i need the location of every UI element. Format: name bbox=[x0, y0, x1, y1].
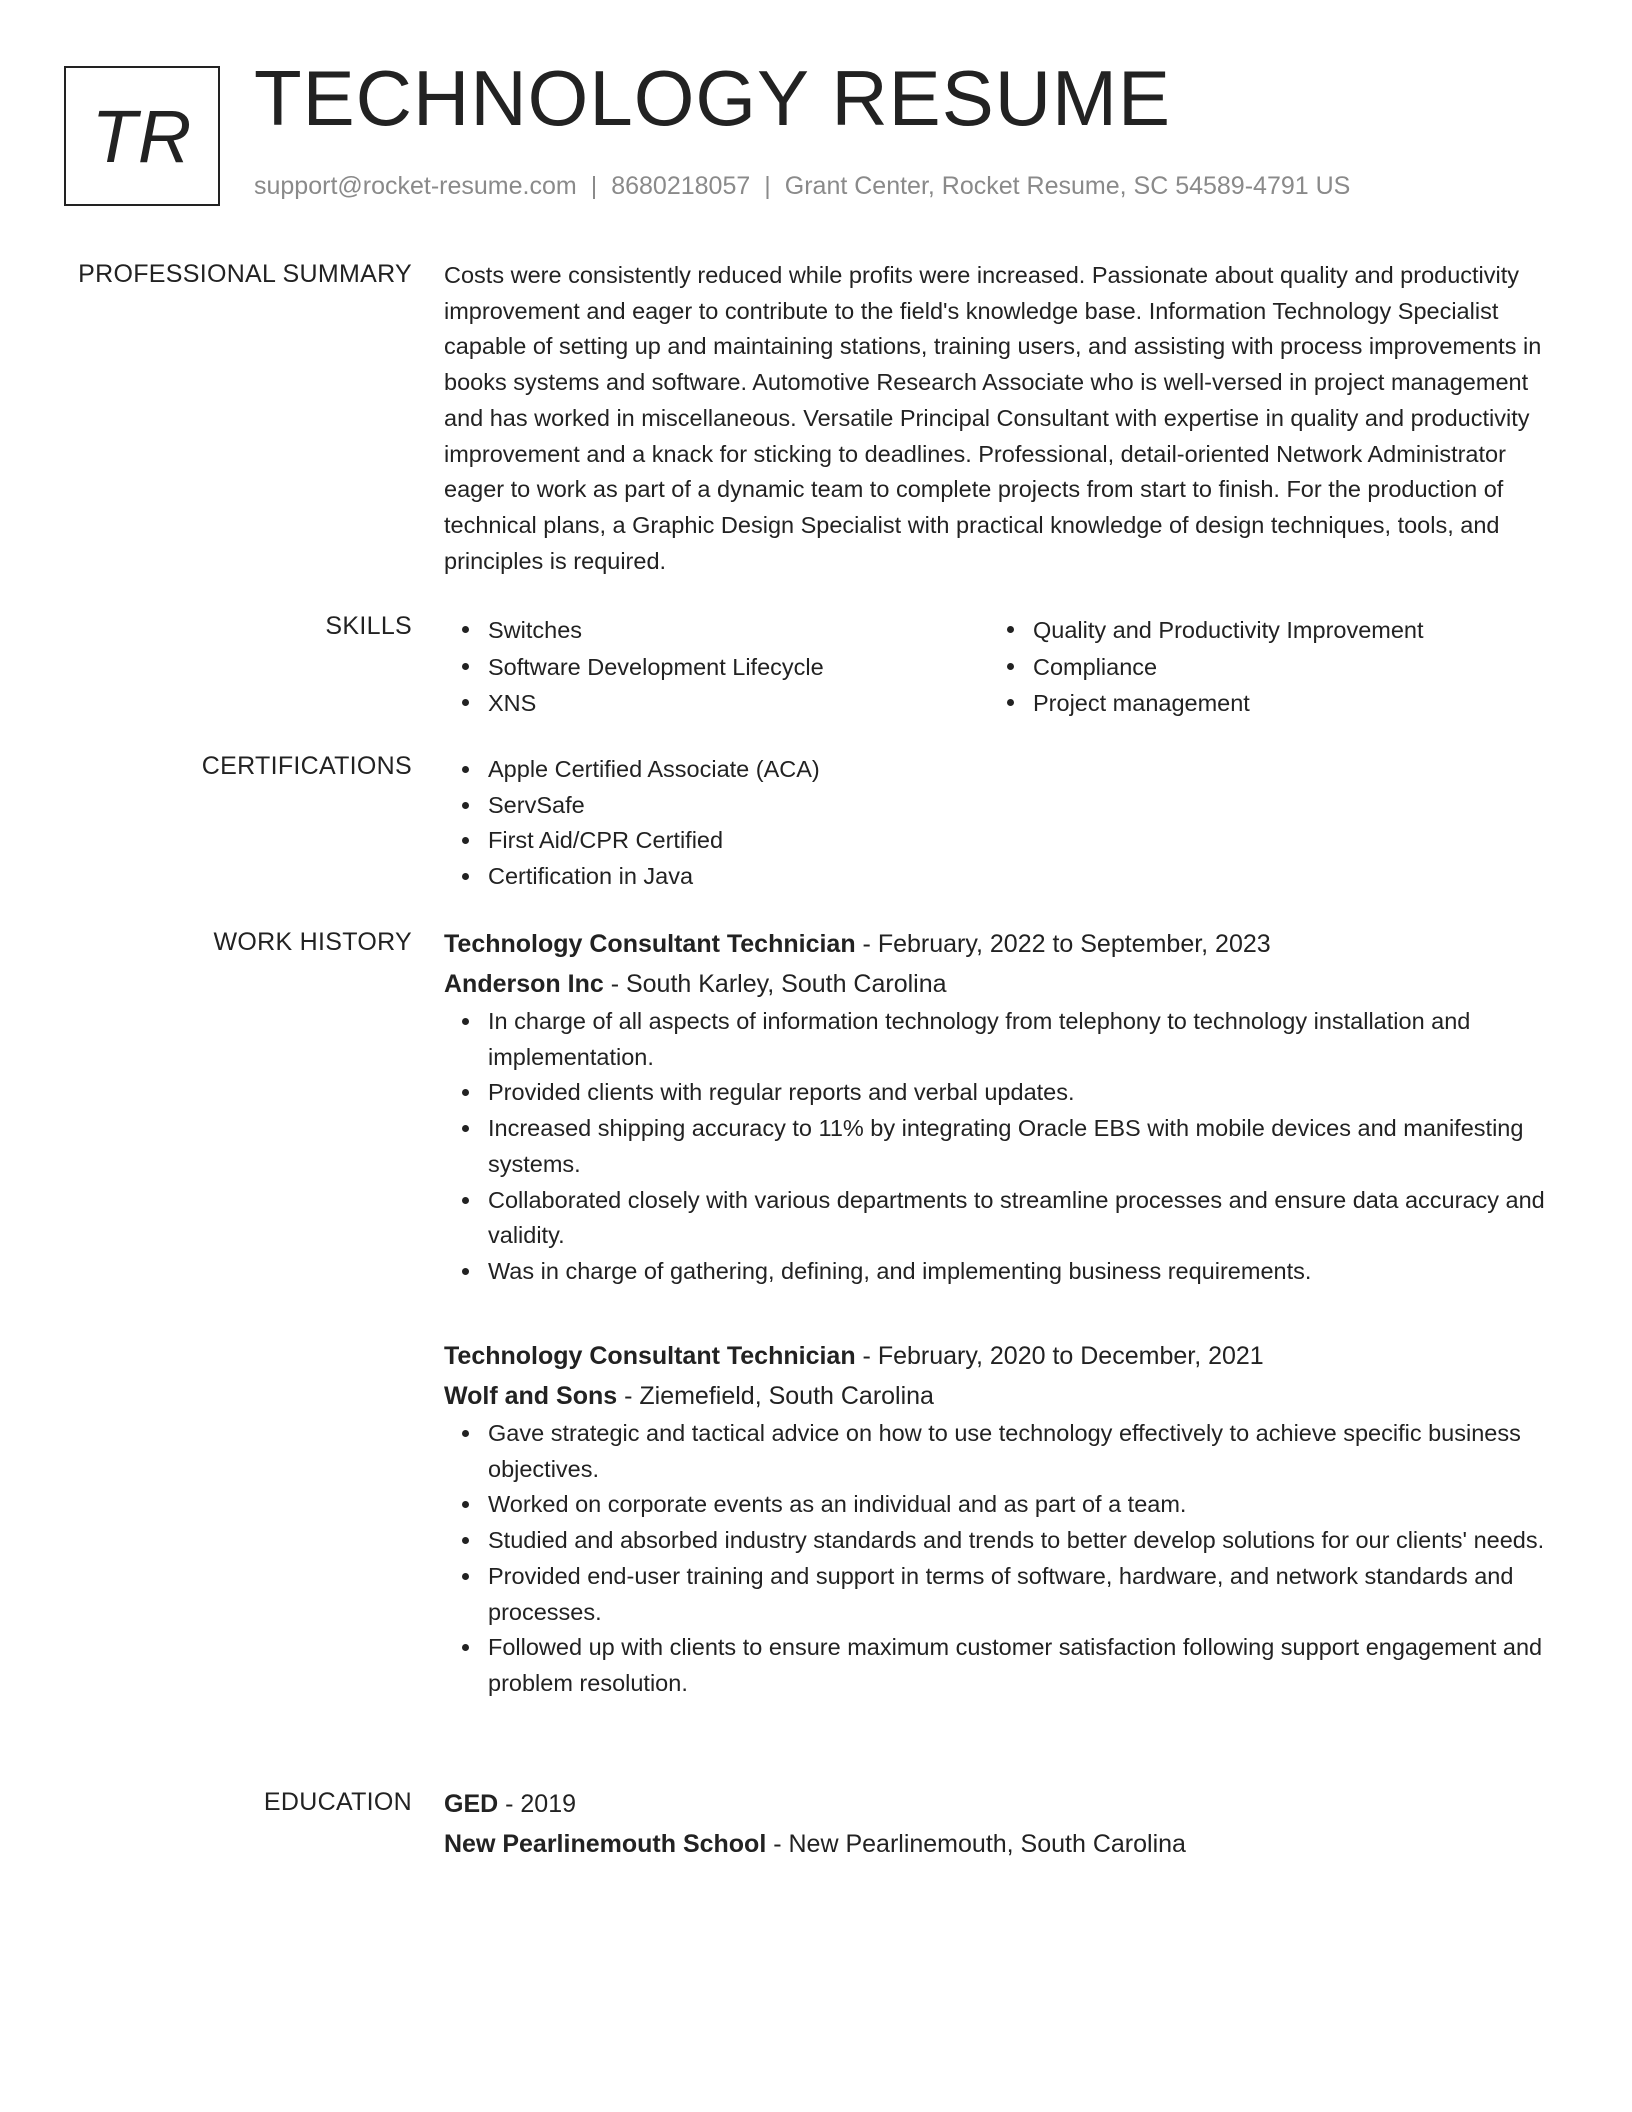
list-item: Gave strategic and tactical advice on how to use technology effectively to achieve specific business objectives. bbox=[488, 1416, 1560, 1487]
education-heading: EDUCATION bbox=[263, 1788, 412, 1816]
list-item: Certification in Java bbox=[488, 859, 1560, 895]
monogram-box bbox=[64, 66, 220, 206]
list-item: In charge of all aspects of information technology from telephony to technology installation and implementation. bbox=[488, 1004, 1560, 1075]
contact-separator: | bbox=[590, 172, 598, 200]
list-item: Provided clients with regular reports and verbal updates. bbox=[488, 1075, 1560, 1111]
contact-separator: | bbox=[764, 172, 771, 200]
job-dates: - February, 2022 to September, 2023 bbox=[855, 930, 1271, 958]
skills-column-right bbox=[989, 612, 1534, 722]
list-item: Was in charge of gathering, defining, and implementing business requirements. bbox=[488, 1254, 1560, 1290]
job-duties-list bbox=[444, 1416, 1560, 1702]
list-item: Compliance bbox=[1033, 649, 1534, 686]
company-location: - South Karley, South Carolina bbox=[603, 970, 947, 998]
school-location: - New Pearlinemouth, South Carolina bbox=[766, 1830, 1186, 1858]
resume-name: TECHNOLOGY RESUME bbox=[254, 54, 1172, 142]
company-location: - Ziemefield, South Carolina bbox=[617, 1382, 934, 1410]
skills-column-left bbox=[444, 612, 989, 722]
degree-year: - 2019 bbox=[498, 1790, 577, 1818]
company-name: Wolf and Sons bbox=[444, 1382, 618, 1410]
degree-name: GED bbox=[444, 1790, 499, 1818]
job-title: Technology Consultant Technician bbox=[444, 1342, 856, 1370]
contact-address: Grant Center, Rocket Resume, SC 54589-4791 US bbox=[784, 172, 1351, 200]
skills-list-right bbox=[989, 612, 1534, 722]
degree-line bbox=[444, 1784, 1560, 1824]
company-line bbox=[444, 964, 1560, 1004]
job-duties-list bbox=[444, 1004, 1560, 1290]
job-title: Technology Consultant Technician bbox=[444, 930, 856, 958]
job-dates: - February, 2020 to December, 2021 bbox=[855, 1342, 1264, 1370]
monogram-initials: TR bbox=[91, 94, 193, 178]
school-name: New Pearlinemouth School bbox=[444, 1830, 767, 1858]
list-item: Project management bbox=[1033, 685, 1534, 722]
job-entry bbox=[444, 1336, 1560, 1702]
company-name: Anderson Inc bbox=[444, 970, 604, 998]
skills-body bbox=[444, 612, 1560, 722]
list-item: Studied and absorbed industry standards and trends to better develop solutions for our clients' needs. bbox=[488, 1523, 1560, 1559]
skills-list-left bbox=[444, 612, 989, 722]
certifications-heading: CERTIFICATIONS bbox=[201, 752, 412, 780]
skills-heading: SKILLS bbox=[325, 612, 412, 640]
list-item: Collaborated closely with various departments to streamline processes and ensure data accuracy and validity. bbox=[488, 1183, 1560, 1254]
list-item: Provided end-user training and support in terms of software, hardware, and network standards and processes. bbox=[488, 1559, 1560, 1630]
contact-email: support@rocket-resume.com bbox=[254, 172, 577, 200]
list-item: Switches bbox=[488, 612, 989, 649]
list-item: Software Development Lifecycle bbox=[488, 649, 989, 686]
list-item: Worked on corporate events as an individual and as part of a team. bbox=[488, 1487, 1560, 1523]
list-item: XNS bbox=[488, 685, 989, 722]
job-title-line bbox=[444, 924, 1560, 964]
skills-grid bbox=[444, 612, 1560, 722]
job-title-line bbox=[444, 1336, 1560, 1376]
summary-body bbox=[444, 258, 1560, 579]
job-entry bbox=[444, 924, 1560, 1290]
work-history-heading: WORK HISTORY bbox=[213, 928, 412, 956]
list-item: Quality and Productivity Improvement bbox=[1033, 612, 1534, 649]
contact-phone: 8680218057 bbox=[611, 172, 751, 200]
list-item: Apple Certified Associate (ACA) bbox=[488, 752, 1560, 788]
summary-text: Costs were consistently reduced while profits were increased. Passionate about quality and productivity improvement and eager to contribute to the field's knowledge base. Information Technology Specialist capable of setting up and maintaining stations, training users, and assisting with process improvements in books systems and software. Automotive Research Associate who is well-versed in project management and has worked in miscellaneous. Versatile Principal Consultant with expertise in quality and productivity improvement and a knack for sticking to deadlines. Professional, detail-oriented Network Administrator eager to work as part of a dynamic team to complete projects from start to finish. For the production of technical plans, a Graphic Design Specialist with practical knowledge of design techniques, tools, and principles is required. bbox=[444, 262, 1542, 574]
school-line bbox=[444, 1824, 1560, 1864]
certifications-body bbox=[444, 752, 1560, 895]
list-item: First Aid/CPR Certified bbox=[488, 823, 1560, 859]
certifications-list bbox=[444, 752, 1560, 895]
list-item: ServSafe bbox=[488, 788, 1560, 824]
company-line bbox=[444, 1376, 1560, 1416]
list-item: Increased shipping accuracy to 11% by integrating Oracle EBS with mobile devices and manifesting systems. bbox=[488, 1111, 1560, 1182]
list-item: Followed up with clients to ensure maximum customer satisfaction following support engagement and problem resolution. bbox=[488, 1630, 1560, 1701]
education-body bbox=[444, 1784, 1560, 1864]
contact-line bbox=[254, 172, 1350, 201]
summary-heading: PROFESSIONAL SUMMARY bbox=[78, 260, 412, 288]
